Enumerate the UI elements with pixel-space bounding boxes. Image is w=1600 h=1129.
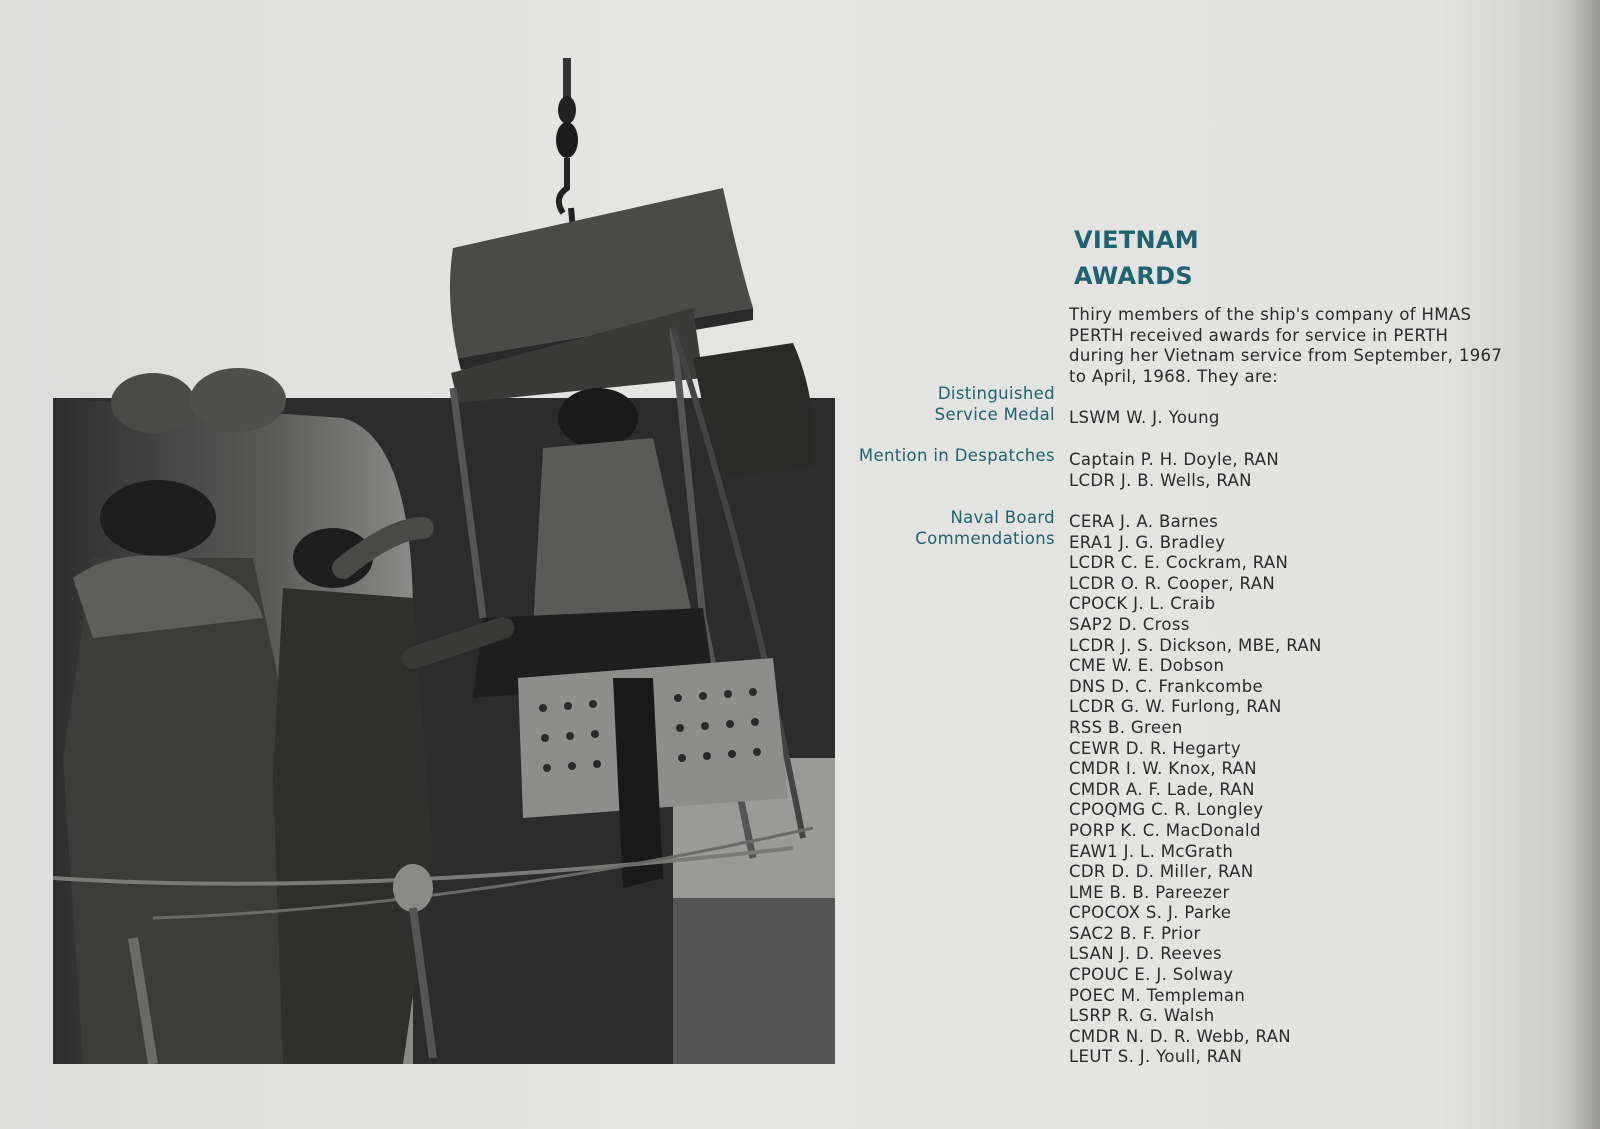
recipient-name: LSRP R. G. Walsh [1069, 1006, 1215, 1026]
recipient-name: POEC M. Templeman [1069, 985, 1246, 1005]
recipient-list-dsm [1069, 408, 1220, 429]
title-line-1: VIETNAM [1074, 226, 1199, 254]
recipient-name: LSWM W. J. Young [1069, 408, 1220, 427]
page-fold-shadow [1566, 0, 1600, 1129]
award-label-line: Mention in Despatches [858, 446, 1055, 465]
recipient-name: DNS D. C. Frankcombe [1069, 676, 1264, 696]
award-label-line: Naval Board [950, 508, 1055, 527]
recipient-name: LSAN J. D. Reeves [1069, 944, 1222, 964]
award-label-mid [859, 446, 1055, 467]
recipient-name: CPOCK J. L. Craib [1069, 594, 1216, 614]
recipient-name: SAC2 B. F. Prior [1069, 923, 1201, 943]
recipient-name: SAP2 D. Cross [1069, 614, 1190, 634]
recipient-name: LCDR J. S. Dickson, MBE, RAN [1069, 635, 1322, 655]
page-title [1074, 222, 1199, 294]
recipient-name: CMDR I. W. Knox, RAN [1069, 759, 1257, 779]
award-label-dsm [935, 384, 1055, 425]
recipient-name: LCDR J. B. Wells, RAN [1069, 470, 1252, 490]
title-line-2: AWARDS [1074, 262, 1193, 290]
recipient-name: CMDR A. F. Lade, RAN [1069, 779, 1255, 799]
recipient-name: PORP K. C. MacDonald [1069, 820, 1261, 840]
award-label-nbc [915, 508, 1055, 549]
recipient-name: LCDR C. E. Cockram, RAN [1069, 553, 1289, 573]
intro-paragraph: Thiry members of the ship's company of HMAS PERTH received awards for service in PERTH during her Vietnam service from September, 1967 to April, 1968. They are: [1069, 305, 1503, 386]
recipient-name: CMDR N. D. R. Webb, RAN [1069, 1026, 1291, 1046]
recipient-name: CERA J. A. Barnes [1069, 512, 1219, 531]
recipient-name: CPOCOX S. J. Parke [1069, 903, 1232, 923]
recipient-name: LEUT S. J. Youll, RAN [1069, 1047, 1243, 1067]
recipient-name: LME B. B. Pareezer [1069, 882, 1230, 902]
recipient-list-nbc [1069, 512, 1322, 1068]
recipient-name: ERA1 J. G. Bradley [1069, 532, 1226, 552]
recipient-name: LCDR O. R. Cooper, RAN [1069, 573, 1276, 593]
award-label-line: Commendations [915, 528, 1055, 548]
recipient-name: CPOQMG C. R. Longley [1069, 800, 1264, 820]
recipient-list-mid [1069, 450, 1279, 491]
award-label-line: Service Medal [934, 404, 1055, 424]
recipient-name: CME W. E. Dobson [1069, 656, 1225, 676]
recipient-name: LCDR G. W. Furlong, RAN [1069, 697, 1282, 717]
recipient-name: Captain P. H. Doyle, RAN [1069, 450, 1280, 469]
recipient-name: CDR D. D. Miller, RAN [1069, 862, 1254, 882]
recipient-name: CPOUC E. J. Solway [1069, 965, 1234, 985]
recipient-name: CEWR D. R. Hegarty [1069, 738, 1241, 758]
recipient-name: RSS B. Green [1069, 717, 1183, 737]
award-label-line: Distinguished [937, 384, 1055, 403]
recipient-name: EAW1 J. L. McGrath [1069, 841, 1234, 861]
photograph [53, 58, 835, 1064]
